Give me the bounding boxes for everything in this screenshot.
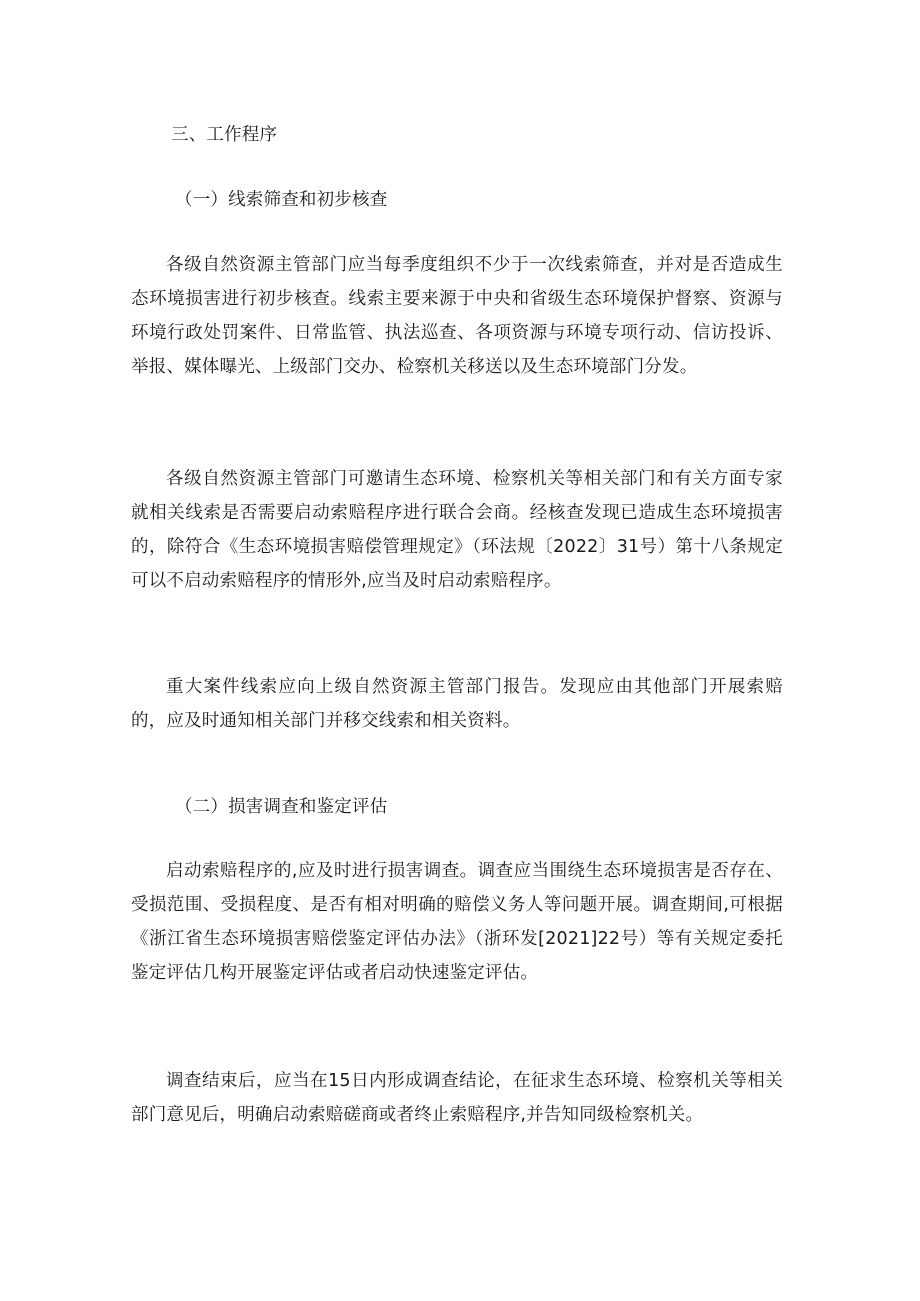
- subsection-heading-clue-screening: （一）线索筛查和初步核查: [175, 190, 388, 210]
- paragraph-investigation-conclusion: 调查结束后，应当在15日内形成调查结论，在征求生态环境、检察机关等相关部门意见后，明确启动索赔磋商或者终止索赔程序,并告知同级检察机关。: [131, 1071, 783, 1125]
- paragraph-joint-consultation: 各级自然资源主管部门可邀请生态环境、检察机关等相关部门和有关方面专家就相关线索是否需要启动索赔程序进行联合会商。经核查发现已造成生态环境损害的，除符合《生态环境损害赔偿管理规定》（环法规〔2022〕31号）第十八条规定可以不启动索赔程序的情形外,应当及时启动索赔程序。: [131, 469, 783, 591]
- paragraph-damage-investigation: 启动索赔程序的,应及时进行损害调查。调查应当围绕生态环境损害是否存在、受损范围、受损程度、是否有相对明确的赔偿义务人等问题开展。调查期间,可根据《浙江省生态环境损害赔偿鉴定评估办法》（浙环发[2021]22号）等有关规定委托鉴定评估几构开展鉴定评估或者启动快速鉴定评估。: [131, 861, 783, 983]
- paragraph-major-case-report: 重大案件线索应向上级自然资源主管部门报告。发现应由其他部门开展索赔的，应及时通知相关部门并移交线索和相关资料。: [131, 677, 783, 731]
- section-heading: 三、工作程序: [171, 125, 278, 145]
- subsection-heading-damage-investigation: （二）损害调查和鉴定评估: [175, 797, 388, 817]
- paragraph-clue-screening: 各级自然资源主管部门应当每季度组织不少于一次线索筛查，并对是否造成生态环境损害进行初步核查。线索主要来源于中央和省级生态环境保护督察、资源与环境行政处罚案件、日常监管、执法巡查、各项资源与环境专项行动、信访投诉、举报、媒体曝光、上级部门交办、检察机关移送以及生态环境部门分发。: [131, 255, 783, 377]
